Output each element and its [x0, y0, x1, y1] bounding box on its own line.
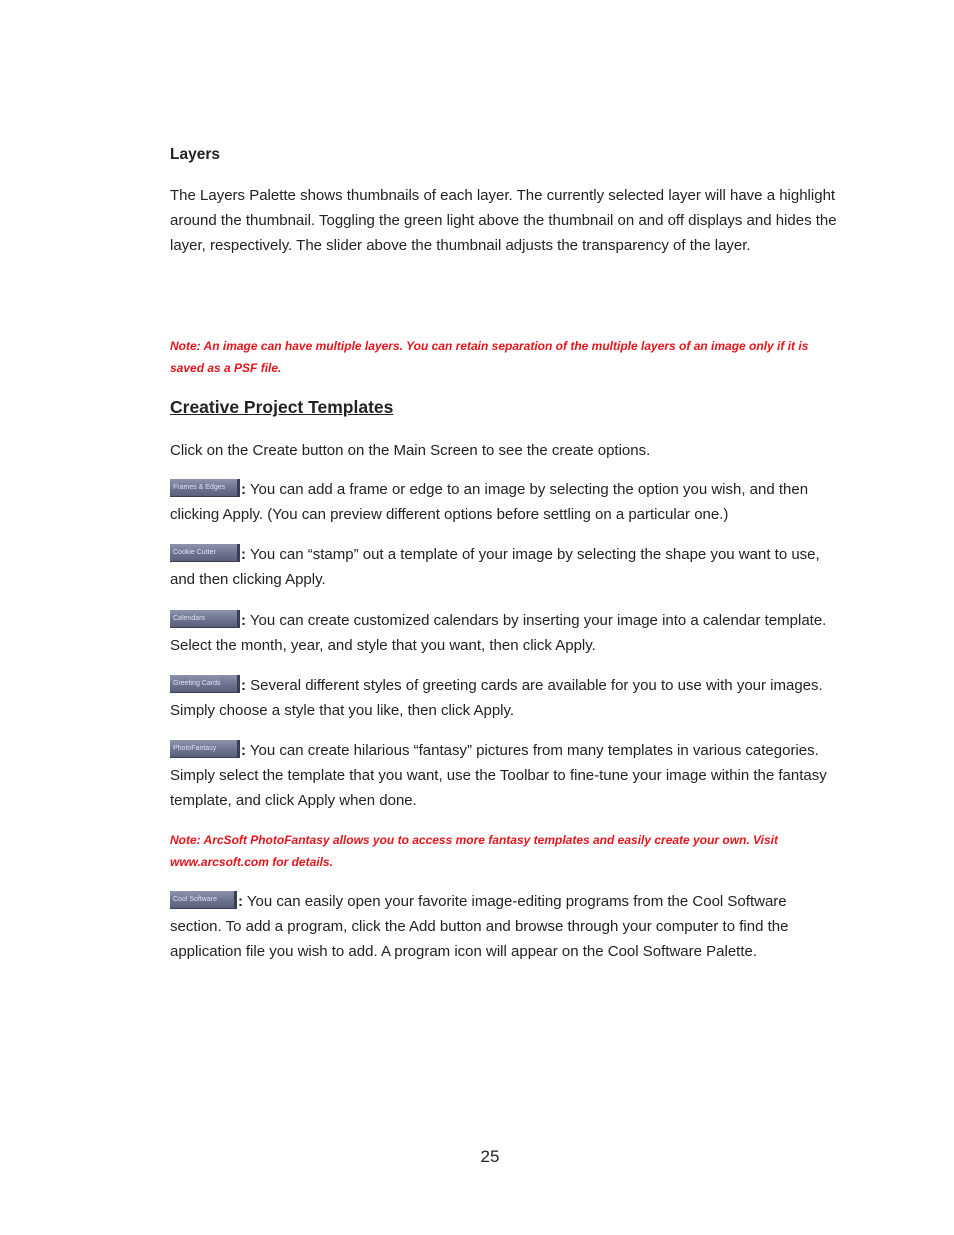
greeting-cards-text: Several different styles of greeting cards are available for you to use with your images. Simply choose a style that you like, then click Apply. — [170, 677, 823, 719]
photofantasy-item — [170, 738, 840, 813]
greeting-cards-button-image: Greeting Cards — [170, 675, 240, 693]
frames-edges-text: You can add a frame or edge to an image by selecting the option you wish, and then clicking Apply. (You can preview different options before settling on a particular one.) — [170, 481, 809, 523]
calendars-item — [170, 608, 840, 658]
layers-paragraph: The Layers Palette shows thumbnails of each layer. The currently selected layer will have a highlight around the thumbnail. Toggling the green light above the thumbnail on and off displays and hides the layer, respectively. The slider above the thumbnail adjusts the transparency of the layer. — [170, 187, 837, 254]
colon: : — [241, 612, 246, 629]
layers-heading: Layers — [170, 146, 220, 163]
templates-heading: Creative Project Templates — [170, 397, 394, 417]
photofantasy-text: You can create hilarious “fantasy” pictures from many templates in various categories. Simply select the template that you want, use the Toolbar to fine-tune your image within the fantasy template, and click Apply when done. — [170, 742, 827, 809]
layers-note: Note: An image can have multiple layers. You can retain separation of the multiple layers of an image only if it is saved as a PSF file. — [170, 339, 809, 375]
colon: : — [241, 546, 246, 563]
colon: : — [238, 893, 243, 910]
cookie-cutter-button-image: Cookie Cutter — [170, 544, 240, 562]
templates-intro: Click on the Create button on the Main Screen to see the create options. — [170, 442, 651, 459]
photofantasy-button-image: PhotoFantasy — [170, 740, 240, 758]
greeting-cards-item — [170, 673, 840, 723]
colon: : — [241, 742, 246, 759]
cool-software-button-image: Cool Software — [170, 891, 237, 909]
colon: : — [241, 677, 246, 694]
cookie-cutter-item — [170, 542, 840, 592]
cookie-cutter-text: You can “stamp” out a template of your image by selecting the shape you want to use, and then clicking Apply. — [170, 546, 820, 588]
photofantasy-note: Note: ArcSoft PhotoFantasy allows you to access more fantasy templates and easily create your own. Visit www.arcsoft.com for details. — [170, 833, 778, 869]
frames-edges-button-image: Frames & Edges — [170, 479, 240, 497]
cool-software-item — [170, 889, 840, 964]
frames-edges-item — [170, 477, 840, 527]
calendars-text: You can create customized calendars by inserting your image into a calendar template. Select the month, year, and style that you want, then click Apply. — [170, 612, 827, 654]
page-number: 25 — [480, 1147, 500, 1166]
colon: : — [241, 481, 246, 498]
cool-software-text: You can easily open your favorite image-editing programs from the Cool Software section. To add a program, click the Add button and browse through your computer to find the application file you wish to add. A program icon will appear on the Cool Software Palette. — [170, 893, 789, 960]
calendars-button-image: Calendars — [170, 610, 240, 628]
